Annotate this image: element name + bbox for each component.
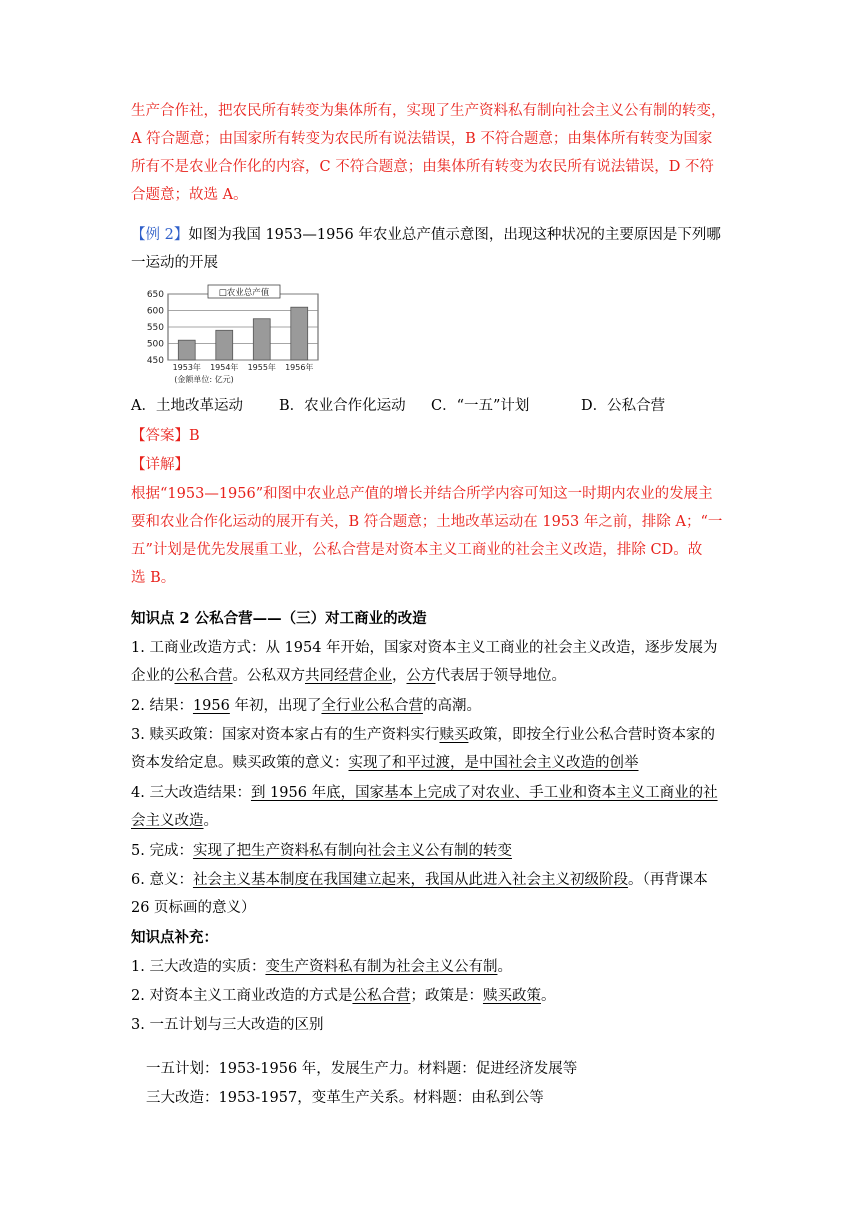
knowledge-item-4: [131, 779, 731, 835]
supplement-item-3a: 一五计划：1953-1956 年，发展生产力。材料题：促进经济发展等: [146, 1060, 578, 1077]
chart-svg: [138, 282, 334, 388]
knowledge-item-2: [131, 692, 731, 720]
answer: 【答案】B: [131, 428, 200, 444]
knowledge-item-1: [131, 634, 731, 690]
text: 2. 结果：: [131, 698, 193, 714]
y-tick-label: 600: [146, 306, 164, 317]
underlined-term: 共同经营企业: [305, 668, 392, 684]
text: 。: [540, 988, 556, 1004]
detail-line: 要和农业合作化运动的展开有关，B 符合题意；土地改革运动在 1953 年之前，排除 A；“一: [131, 514, 723, 530]
x-tick-label: 1953年: [172, 363, 201, 372]
text: 。（再背课本: [627, 872, 708, 888]
text: 26 页标画的意义）: [131, 900, 256, 916]
detail-line: 根据“1953—1956”和图中农业总产值的增长并结合所学内容可知这一时期内农业的发展主: [131, 486, 713, 502]
question-line: 一运动的开展: [131, 255, 218, 271]
option-b[interactable]: B．农业合作化运动: [279, 398, 406, 414]
supplement-item-2: [131, 982, 731, 1010]
option-a[interactable]: A．土地改革运动: [131, 398, 243, 414]
knowledge-item-3: [131, 721, 731, 777]
text: 4. 三大改造结果：: [131, 785, 251, 801]
intro-line: 生产合作社，把农民所有转变为集体所有，实现了生产资料私有制向社会主义公有制的转变，: [131, 103, 726, 119]
knowledge-heading: 知识点 2 公私合营——（三）对工商业的改造: [131, 610, 427, 627]
text: ；政策是：: [410, 988, 483, 1004]
underlined-term: 赎买政策: [482, 988, 541, 1004]
y-tick-label: 650: [146, 290, 164, 300]
bar: [178, 340, 195, 360]
underlined-term: 实现了把生产资料私有制向社会主义公有制的转变: [192, 843, 512, 859]
supplement-item-3b: 三大改造：1953-1957，变革生产关系。材料题：由私到公等: [146, 1089, 544, 1106]
question-line: 如图为我国 1953—1956 年农业总产值示意图，出现这种状况的主要原因是下列哪: [188, 227, 721, 243]
intro-line: A 符合题意；由国家所有转变为农民所有说法错误，B 不符合题意；由集体所有转变为国家: [131, 131, 713, 147]
text: 6. 意义：: [131, 872, 193, 888]
bar: [253, 319, 270, 360]
text: 年初，出现了: [229, 698, 322, 714]
text: 。公私双方: [232, 668, 305, 684]
intro-line: 所有不是农业合作化的内容，C 不符合题意；由集体所有转变为农民所有说法错误，D 不符: [131, 159, 714, 175]
answer-options: [131, 394, 665, 418]
example-tag: 【例 2】: [131, 227, 189, 243]
underlined-term: 会主义改造: [131, 813, 204, 829]
bar: [291, 307, 308, 360]
x-tick-label: 1955年: [247, 363, 276, 372]
text: 企业的: [131, 668, 175, 684]
bar: [216, 330, 233, 360]
text: 。: [497, 959, 512, 975]
underlined-term: 到 1956 年底，国家基本上完成了对农业、手工业和资本主义工商业的社: [250, 785, 718, 801]
chart-note: (金额单位: 亿元): [174, 375, 234, 384]
text: 的高潮。: [422, 698, 481, 714]
knowledge-item-5: [131, 837, 731, 865]
text: 1. 三大改造的实质：: [131, 959, 266, 975]
text: 代表居于领导地位。: [435, 668, 566, 684]
underlined-term: 公私合营: [174, 668, 233, 684]
y-tick-label: 450: [146, 356, 164, 366]
chart-title: □农业总产值: [218, 288, 270, 298]
supplement-item-1: [131, 953, 731, 981]
underlined-term: 公私合营: [352, 988, 411, 1004]
text: 1. 工商业改造方式：从 1954 年开始，国家对资本主义工商业的社会主义改造，逐步发展为: [131, 640, 718, 656]
underlined-term: 公方: [406, 668, 436, 684]
detail-line: 五”计划是优先发展重工业，公私合营是对资本主义工商业的社会主义改造，排除 CD。故: [131, 542, 703, 558]
option-c[interactable]: C．“一五”计划: [431, 398, 530, 414]
underlined-term: 实现了和平过渡，是中国社会主义改造的创举: [348, 755, 639, 771]
underlined-term: 全行业公私合营: [321, 698, 423, 714]
supplement-heading: 知识点补充：: [131, 929, 218, 946]
underlined-term: 变生产资料私有制为社会主义公有制: [265, 959, 498, 975]
underlined-term: 赎买: [439, 727, 469, 743]
text: 5. 完成：: [131, 843, 193, 859]
example-question: [131, 221, 731, 277]
text: ，: [392, 668, 407, 684]
text: 3. 赎买政策：国家对资本家占有的生产资料实行: [131, 727, 440, 743]
option-d[interactable]: D．公私合营: [581, 398, 666, 414]
knowledge-item-6: [131, 866, 731, 922]
y-tick-label: 500: [146, 339, 164, 350]
supplement-item-3: 3. 一五计划与三大改造的区别: [131, 1017, 324, 1033]
detail-label: 【详解】: [131, 457, 189, 473]
x-tick-label: 1956年: [285, 363, 314, 372]
detail-line: 选 B。: [131, 570, 176, 586]
intro-explanation: [131, 97, 731, 209]
intro-line: 合题意；故选 A。: [131, 187, 248, 203]
x-tick-label: 1954年: [210, 363, 239, 372]
text: 资本发给定息。赎买政策的意义：: [131, 755, 349, 771]
agri-output-chart: [138, 282, 334, 388]
text: 2. 对资本主义工商业改造的方式是: [131, 988, 353, 1004]
detail-explanation: [131, 480, 731, 592]
underlined-term: 1956: [192, 698, 230, 714]
text: 。: [203, 813, 218, 829]
text: 政策，即按全行业公私合营时资本家的: [468, 727, 715, 743]
underlined-term: 社会主义基本制度在我国建立起来，我国从此进入社会主义初级阶段: [192, 872, 628, 888]
y-tick-label: 550: [146, 323, 164, 333]
